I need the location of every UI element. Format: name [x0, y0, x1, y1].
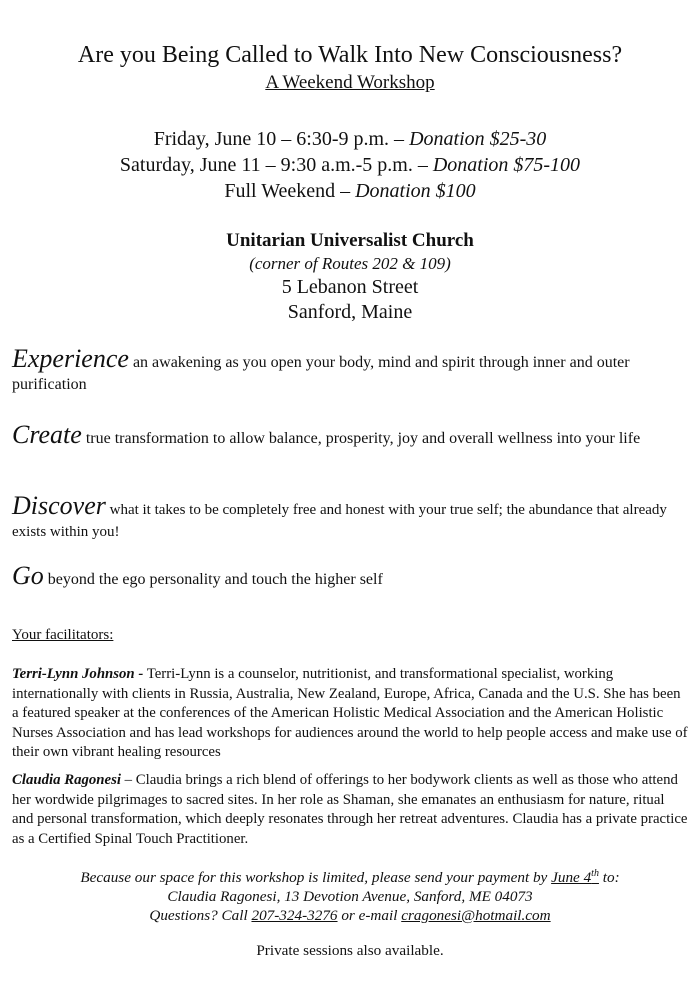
donation-saturday: Donation $75-100 [432, 154, 581, 176]
venue-note: (corner of Routes 202 & 109) [249, 254, 451, 273]
point-lead: Experience [12, 344, 129, 373]
schedule-line-weekend: Full Weekend – Donation $100 [224, 180, 476, 202]
schedule-block [0, 126, 700, 204]
contact-block [0, 868, 700, 925]
donation-weekend: Donation $100 [355, 180, 476, 202]
point-text: an awakening as you open your body, mind and spirit through inner and outer purification [12, 354, 630, 393]
point-text: true transformation to allow balance, prosperity, joy and overall wellness into your life [85, 430, 641, 447]
venue-name: Unitarian Universalist Church [226, 230, 474, 251]
point-text: beyond the ego personality and touch the higher self [47, 571, 383, 588]
venue-street: 5 Lebanon Street [281, 276, 419, 298]
venue-city: Sanford, Maine [287, 301, 413, 323]
point-lead: Create [12, 420, 82, 449]
facilitator-bio: Terri-Lynn is a counselor, nutritionist, and transformational specialist, working internationally with clients in Russia, Australia, New Zealand, Europe, Africa, Canada and the U.S. She has been a featured speaker at the conferences of the American Holistic Medical Association and the American Holistic Nurses Association and has lead workshops for audiences around the world to help people access and make use of their own vibrant healing resources [12, 666, 688, 760]
point-lead: Go [12, 561, 44, 590]
point-experience [12, 346, 682, 396]
venue-block [0, 229, 700, 325]
point-go [12, 563, 682, 591]
deadline-date: June 4th [551, 867, 599, 886]
bio-claudia [12, 771, 688, 849]
page-subtitle: A Weekend Workshop [265, 72, 435, 93]
point-text: what it takes to be completely free and honest with your true self; the abundance that already exists within you! [12, 502, 667, 540]
facilitator-name: Terri-Lynn Johnson - [12, 666, 144, 682]
point-discover [12, 493, 682, 543]
schedule-line-friday: Friday, June 10 – 6:30-9 p.m. – Donation $25-30 [153, 128, 547, 150]
facilitators-heading: Your facilitators: [12, 627, 114, 643]
point-create [12, 422, 682, 450]
facilitator-name: Claudia Ragonesi [12, 772, 121, 788]
phone-link[interactable]: 207-324-3276 [251, 907, 338, 924]
mailing-address: Claudia Ragonesi, 13 Devotion Avenue, Sanford, ME 04073 [167, 888, 533, 905]
bio-terri-lynn [12, 665, 688, 763]
facilitator-bio: – Claudia brings a rich blend of offerings to her bodywork clients as well as those who attend her wordwide pilgrimages to sacred sites. In her role as Shaman, she emanates an enthusiasm for nature, ritual and personal transformation, which deeply resonates through her retreat adventures. Claudia has a private practice as a Certified Spinal Touch Practitioner. [12, 772, 688, 847]
point-lead: Discover [12, 491, 106, 520]
donation-friday: Donation $25-30 [409, 128, 547, 150]
schedule-line-saturday: Saturday, June 11 – 9:30 a.m.-5 p.m. – Donation $75-100 [119, 154, 581, 176]
questions-line: Questions? Call 207-324-3276 or e-mail cragonesi@hotmail.com [149, 907, 551, 924]
email-link[interactable]: cragonesi@hotmail.com [401, 907, 551, 924]
private-sessions-note: Private sessions also available. [256, 942, 444, 959]
payment-line: Because our space for this workshop is limited, please send your payment by June 4th to: [80, 867, 620, 886]
page-title: Are you Being Called to Walk Into New Consciousness? [77, 42, 623, 68]
